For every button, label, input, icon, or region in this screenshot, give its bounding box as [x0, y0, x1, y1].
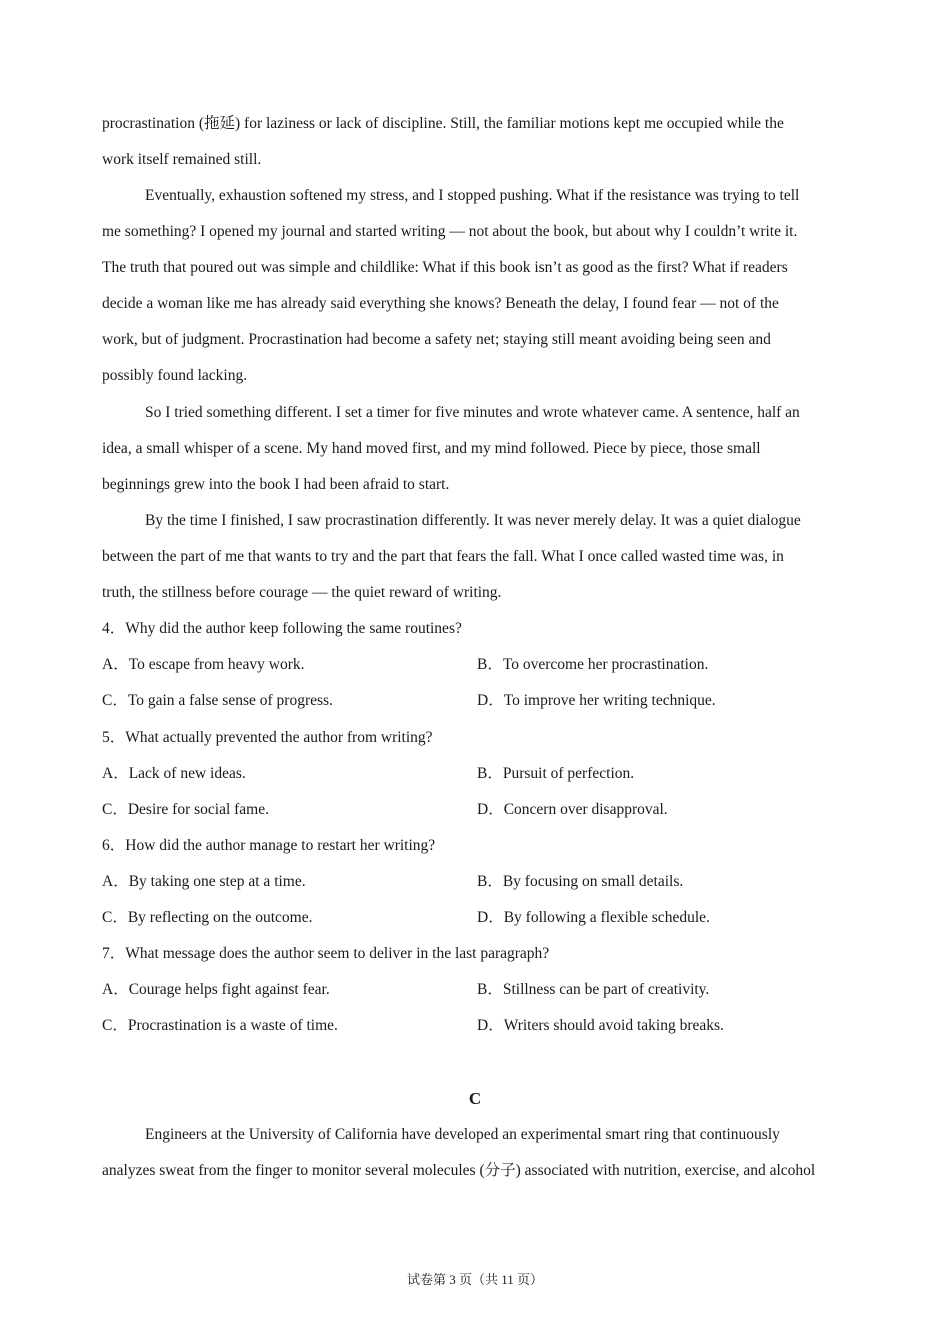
question-stem: 6．How did the author manage to restart her writing?	[102, 837, 436, 854]
option-a: A．To escape from heavy work.	[102, 656, 305, 673]
option-c: C．By reflecting on the outcome.	[102, 909, 313, 926]
option-b: B．To overcome her procrastination.	[477, 656, 709, 673]
passage-line: me something? I opened my journal and started writing — not about the book, but about why I couldn’t write it.	[102, 223, 798, 240]
passage-line: procrastination (拖延) for laziness or lack of discipline. Still, the familiar motions kept me occupied while the	[102, 115, 784, 132]
option-d: D．To improve her writing technique.	[477, 692, 716, 709]
question-stem: 4．Why did the author keep following the same routines?	[102, 620, 462, 637]
option-b: B．Pursuit of perfection.	[477, 765, 635, 782]
option-c: C．To gain a false sense of progress.	[102, 692, 333, 709]
passage-line: analyzes sweat from the finger to monitor several molecules (分子) associated with nutrition, exercise, and alcohol	[102, 1162, 816, 1179]
passage-line: beginnings grew into the book I had been afraid to start.	[102, 476, 450, 493]
passage-line: Engineers at the University of California have developed an experimental smart ring that continuously	[145, 1126, 780, 1143]
option-c: C．Desire for social fame.	[102, 801, 269, 818]
passage-line: So I tried something different. I set a timer for five minutes and wrote whatever came. A sentence, half an	[145, 404, 800, 421]
option-a: A．Lack of new ideas.	[102, 765, 246, 782]
option-d: D．Concern over disapproval.	[477, 801, 668, 818]
option-a: A．By taking one step at a time.	[102, 873, 306, 890]
option-a: A．Courage helps fight against fear.	[102, 981, 330, 998]
question-stem: 7．What message does the author seem to deliver in the last paragraph?	[102, 945, 550, 962]
option-b: B．By focusing on small details.	[477, 873, 684, 890]
passage-line: decide a woman like me has already said everything she knows? Beneath the delay, I found fear — not of the	[102, 295, 779, 312]
passage-line: work itself remained still.	[102, 151, 262, 168]
passage-line: The truth that poured out was simple and childlike: What if this book isn’t as good as the first? What if readers	[102, 259, 788, 276]
question-stem: 5．What actually prevented the author from writing?	[102, 729, 433, 746]
passage-line: work, but of judgment. Procrastination had become a safety net; staying still meant avoiding being seen and	[102, 331, 771, 348]
passage-line: By the time I finished, I saw procrastination differently. It was never merely delay. It was a quiet dialogue	[145, 512, 801, 529]
passage-line: Eventually, exhaustion softened my stress, and I stopped pushing. What if the resistance was trying to tell	[145, 187, 800, 204]
passage-line: between the part of me that wants to try and the part that fears the fall. What I once called wasted time was, in	[102, 548, 784, 565]
passage-line: idea, a small whisper of a scene. My hand moved first, and my mind followed. Piece by piece, those small	[102, 440, 761, 457]
page-footer: 试卷第 3 页（共 11 页）	[406, 1272, 544, 1287]
option-d: D．Writers should avoid taking breaks.	[477, 1017, 724, 1034]
passage-line: truth, the stillness before courage — the quiet reward of writing.	[102, 584, 502, 601]
option-c: C．Procrastination is a waste of time.	[102, 1017, 338, 1034]
option-d: D．By following a flexible schedule.	[477, 909, 710, 926]
option-b: B．Stillness can be part of creativity.	[477, 981, 710, 998]
passage-line: possibly found lacking.	[102, 367, 248, 384]
section-title: C	[468, 1089, 482, 1108]
